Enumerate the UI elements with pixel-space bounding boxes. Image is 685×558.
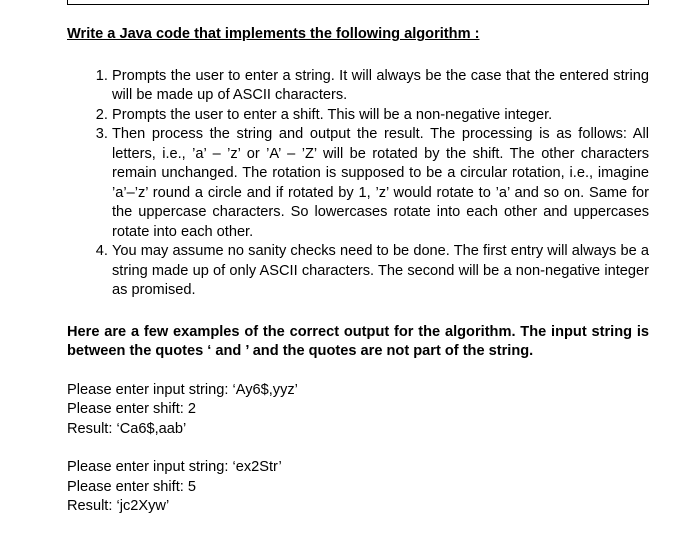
step-item-2: 2. Prompts the user to enter a shift. This will be a non-negative integer.	[112, 106, 649, 126]
document-body	[67, 25, 649, 536]
example-block-1	[67, 381, 649, 440]
step-item-1: 1. Prompts the user to enter a string. It will always be the case that the entered string will be made up of ASCII characters.	[112, 67, 649, 106]
example-result-line: Result: ‘Ca6$,aab’	[67, 420, 187, 437]
document-heading: Write a Java code that implements the following algorithm :	[67, 26, 480, 42]
top-border-box	[67, 0, 649, 5]
example-input-line: Please enter input string: ‘Ay6$,yyz’	[67, 381, 298, 398]
example-result-line: Result: ‘jc2Xyw’	[67, 498, 170, 514]
step-item-3: 3. Then process the string and output the result. The processing is as follows: All letters, i.e., ’a’ – ’z’ or ’A’ – ’Z’ will be rotated by the shift. The other characters remain unchanged. The rotation is supposed to be a circular rotation, i.e., imagine ’a’–’z’ round a circle and if rotated by 1, ’z’ would rotate to ’a’ and so on. Same for the uppercase characters. So lowercases rotate into each other and uppercases rotate into each other.	[112, 125, 649, 242]
example-input-line: Please enter input string: ‘ex2Str’	[67, 459, 282, 475]
example-shift-line: Please enter shift: 2	[67, 401, 196, 417]
example-block-2	[67, 458, 649, 517]
example-shift-line: Please enter shift: 5	[67, 478, 196, 495]
algorithm-steps-list	[67, 67, 649, 301]
step-item-4: 4. You may assume no sanity checks need to be done. The first entry will always be a string made up of only ASCII characters. The second will be a non-negative integer as promised.	[112, 242, 649, 301]
examples-intro: Here are a few examples of the correct output for the algorithm. The input string is between the quotes ‘ and ’ and the quotes are not part of the string.	[67, 323, 649, 359]
